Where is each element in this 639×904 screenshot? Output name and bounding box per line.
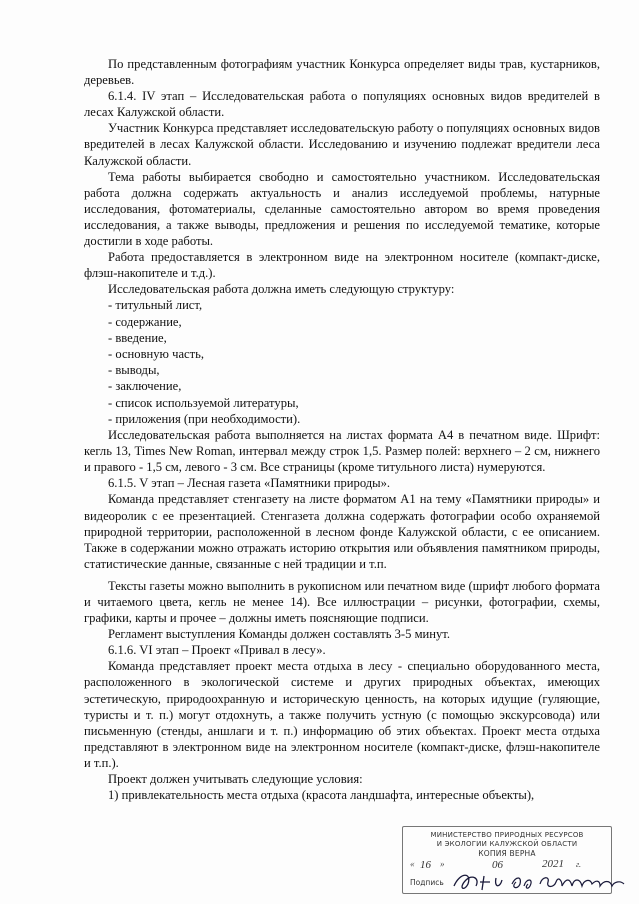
paragraph: 6.1.5. V этап – Лесная газета «Памятники природы».	[108, 476, 391, 491]
structure-list-item: - содержание,	[108, 314, 182, 329]
structure-list-item: - введение,	[108, 330, 167, 345]
handwritten-signature	[450, 868, 626, 894]
structure-list-item: - выводы,	[108, 363, 160, 378]
stamp-date-open-quote: «	[410, 859, 415, 869]
structure-list-item: - титульный лист,	[108, 298, 203, 313]
certification-stamp	[402, 826, 628, 896]
stamp-month: 06	[492, 859, 503, 871]
stamp-day: 16	[420, 859, 431, 871]
document-body	[84, 56, 600, 803]
paragraph: 1) привлекательность места отдыха (красота ландшафта, интересные объекты),	[108, 788, 535, 803]
paragraph: Регламент выступления Команды должен составлять 3-5 минут.	[108, 627, 451, 642]
stamp-certified-copy: КОПИЯ ВЕРНА	[478, 849, 536, 858]
structure-list-item: - заключение,	[108, 379, 182, 394]
stamp-year-suffix: г.	[576, 860, 582, 869]
paragraph: 6.1.4. IV этап – Исследовательская работа о популяциях основных видов вредителей в лесах Калужской области.	[84, 89, 600, 120]
stamp-signature-label: Подпись	[410, 878, 444, 887]
stamp-year: 2021	[542, 858, 564, 870]
paragraph: По представленным фотографиям участник Конкурса определяет виды трав, кустарников, деревьев.	[84, 57, 600, 88]
stamp-ministry-line: МИНИСТЕРСТВО ПРИРОДНЫХ РЕСУРСОВ	[430, 831, 584, 839]
structure-list-item: - приложения (при необходимости).	[108, 411, 301, 426]
paragraph: Команда представляет стенгазету на листе форматом А1 на тему «Памятники природы» и видеоролик с ее презентацией. Стенгазета должна содержать фотографии особо охраняемой природной территории, расположенной в лесном фонде Калужской области, с ее описанием. Также в содержании можно отражать историю открытия или объявления памятником природы, статистические данные, связанные с ней традиции и т.п.	[84, 492, 600, 571]
paragraph: Тексты газеты можно выполнить в рукописном или печатном виде (шрифт любого формата и читаемого цвета, кегль не менее 14). Все иллюстрации – рисунки, фотографии, схемы, графики, карты и прочее – должны иметь поясняющие подписи.	[84, 578, 600, 626]
paragraph: Работа предоставляется в электронном виде на электронном носителе (компакт-диске, флэш-накопителе и т.д.).	[84, 250, 600, 281]
stamp-date-close-quote: »	[440, 859, 445, 869]
paragraph: Участник Конкурса представляет исследовательскую работу о популяциях основных видов вредителей в лесах Калужской области. Исследованию и изучению подлежат вредители леса Калужской области.	[84, 121, 600, 168]
paragraph: Тема работы выбирается свободно и самостоятельно участником. Исследовательская работа должна содержать актуальность и анализ исследуемой проблемы, натурные исследования, фотоматериалы, сделанные самостоятельно автором во время проведения исследования, а также выводы, предложения и решения по исследуемой тематике, которые достигли в ходе работы.	[84, 169, 600, 249]
paragraph: Проект должен учитывать следующие условия:	[108, 772, 363, 786]
paragraph: Исследовательская работа выполняется на листах формата А4 в печатном виде. Шрифт: кегль 13, Times New Roman, интервал между строк 1,5. Размер полей: верхнего – 2 см, нижнего и правого - 1,5 см, левого - 3 см. Все страницы (кроме титульного листа) нумеруются.	[84, 428, 600, 475]
stamp-region-line: И ЭКОЛОГИИ КАЛУЖСКОЙ ОБЛАСТИ	[436, 840, 578, 848]
structure-list-item: - список используемой литературы,	[108, 395, 299, 410]
paragraph: 6.1.6. VI этап – Проект «Привал в лесу».	[108, 643, 326, 658]
paragraph: Команда представляет проект места отдыха в лесу - специально оборудованного места, расположенного в экологической системе и других природных объектах, имеющих эстетическую, природоохранную и историческую ценность, на которых идущие (гуляющие, туристы и т. п.) могут отдохнуть, а также получить устную (с помощью экскурсовода) или письменную (стенды, аншлаги и т. п.) информацию об этих объектах. Проект места отдыха представляют в электронном виде на электронном носителе (компакт-диске, флэш-накопителе и т.п.).	[84, 659, 600, 770]
structure-list-item: - основную часть,	[108, 347, 205, 362]
paragraph: Исследовательская работа должна иметь следующую структуру:	[108, 282, 455, 297]
